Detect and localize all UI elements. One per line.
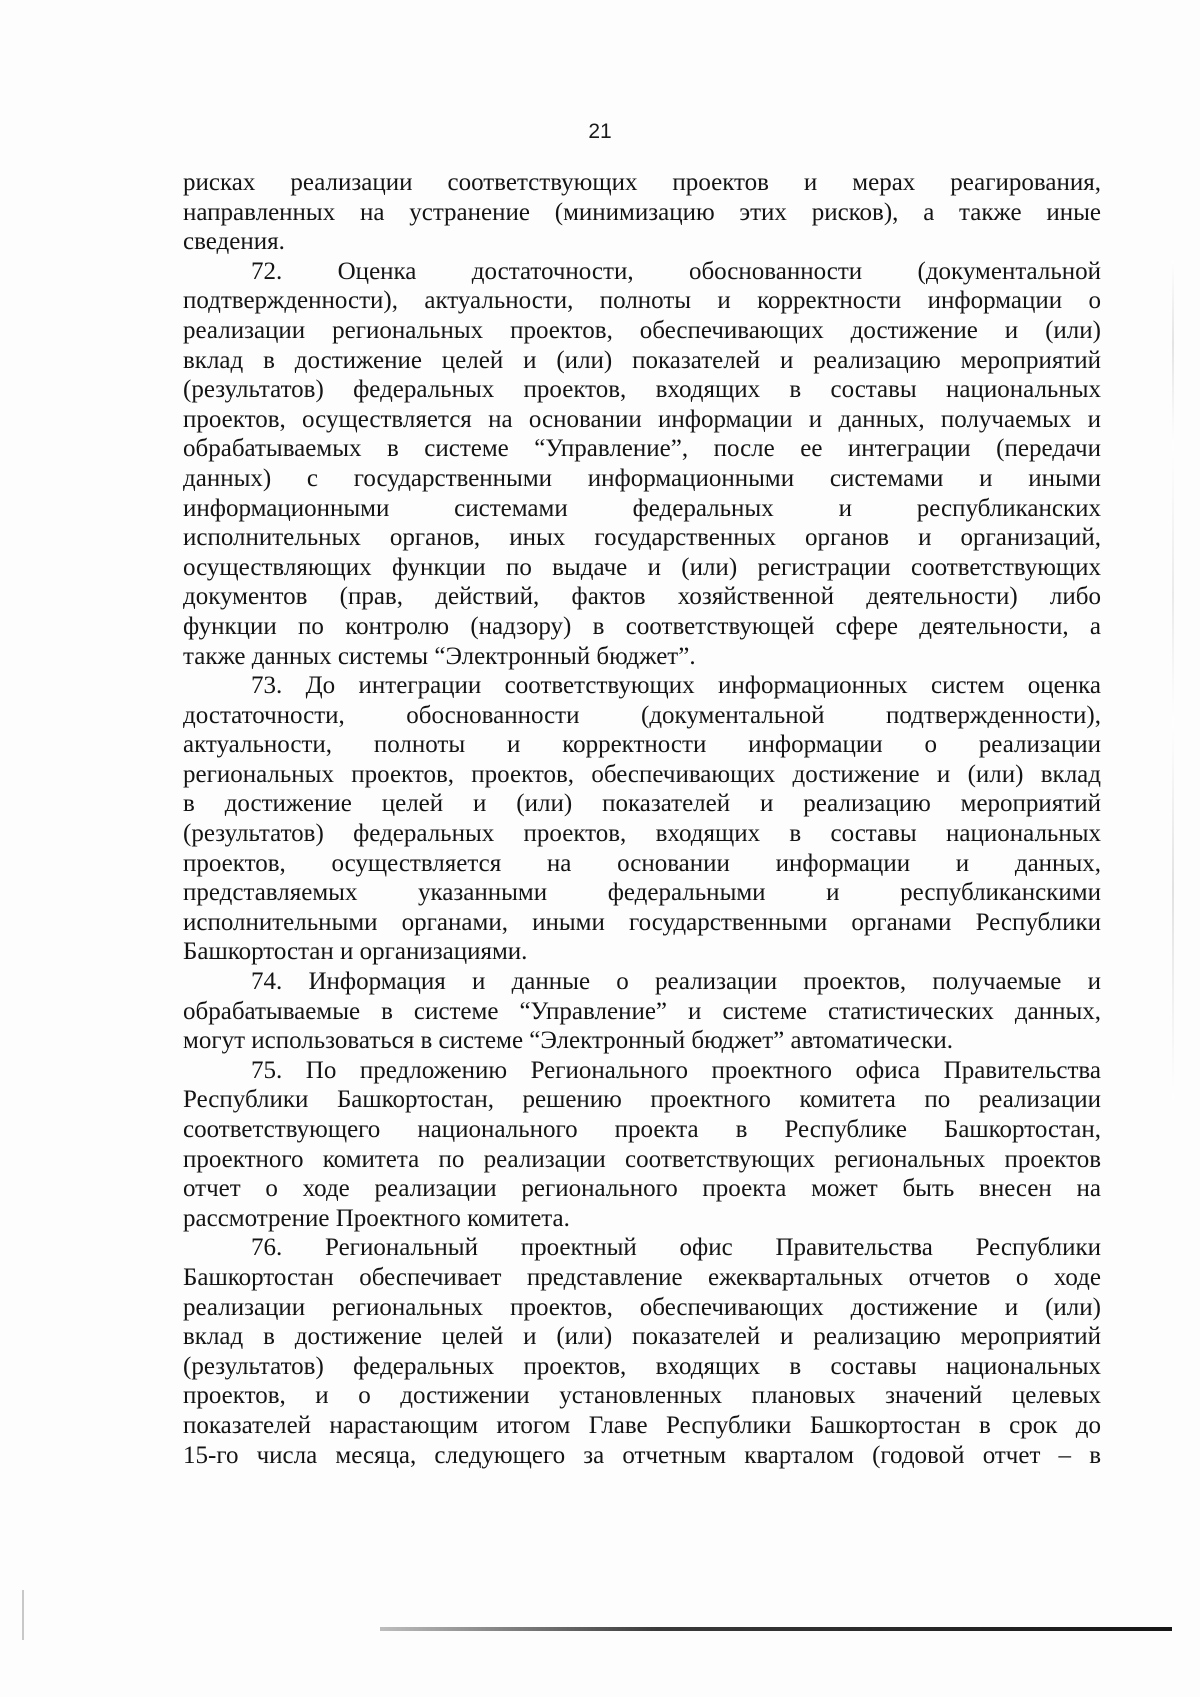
paragraph-74-start: 74. Информация и данные о реализации проектов, получаемые и <box>251 968 1101 996</box>
text-line: реализации региональных проектов, обеспечивающих достижение и (или) <box>183 1293 1101 1321</box>
text-line: подтвержденности), актуальности, полноты и корректности информации о <box>183 287 1101 315</box>
paragraph-73-start: 73. До интеграции соответствующих информационных систем оценка <box>251 672 1101 700</box>
text-line: обрабатываемые в системе “Управление” и системе статистических данных, <box>183 997 1101 1025</box>
text-line: рисках реализации соответствующих проектов и мерах реагирования, <box>183 169 1101 196</box>
text-line: проектного комитета по реализации соответствующих региональных проектов <box>183 1145 1101 1173</box>
scan-artifact-bar <box>380 1627 1172 1631</box>
text-line: функции по контролю (надзору) в соответствующей сфере деятельности, а <box>183 612 1101 640</box>
text-line: могут использоваться в системе “Электронный бюджет” автоматически. <box>183 1027 953 1055</box>
text-line: (результатов) федеральных проектов, входящих в составы национальных <box>183 820 1101 848</box>
text-line: отчет о ходе реализации регионального проекта может быть внесен на <box>183 1175 1101 1203</box>
paragraph-76-start: 76. Региональный проектный офис Правительства Республики <box>251 1234 1101 1262</box>
text-line: (результатов) федеральных проектов, входящих в составы национальных <box>183 1352 1101 1380</box>
scan-artifact-line <box>1172 260 1174 1100</box>
text-line: соответствующего национального проекта в Республике Башкортостан, <box>183 1116 1101 1143</box>
page-number: 21 <box>588 120 612 143</box>
text-line: Башкортостан обеспечивает представление ежеквартальных отчетов о ходе <box>183 1263 1101 1291</box>
text-line: представляемых указанными федеральными и республиканскими <box>183 879 1101 907</box>
text-line: исполнительных органов, иных государственных органов и организаций, <box>183 524 1101 552</box>
text-line: Республики Башкортостан, решению проектного комитета по реализации <box>183 1086 1101 1114</box>
text-line: 15-го числа месяца, следующего за отчетным кварталом (годовой отчет – в <box>183 1441 1101 1469</box>
body-text <box>183 168 1101 1470</box>
text-line: обрабатываемых в системе “Управление”, после ее интеграции (передачи <box>183 435 1101 463</box>
text-line: Башкортостан и организациями. <box>183 938 528 966</box>
text-line: исполнительными органами, иными государственными органами Республики <box>183 908 1101 936</box>
text-line: рассмотрение Проектного комитета. <box>183 1204 570 1232</box>
paragraph-75-start: 75. По предложению Регионального проектного офиса Правительства <box>251 1056 1101 1084</box>
text-line: данных) с государственными информационными системами и иными <box>183 464 1101 492</box>
text-line: вклад в достижение целей и (или) показателей и реализацию мероприятий <box>183 1323 1101 1351</box>
scan-artifact-line <box>22 1590 24 1640</box>
text-line: направленных на устранение (минимизацию этих рисков), а также иные <box>183 198 1101 226</box>
paragraph-72-start: 72. Оценка достаточности, обоснованности (документальной <box>251 257 1101 285</box>
text-line: проектов, и о достижении установленных плановых значений целевых <box>183 1382 1101 1410</box>
text-line: осуществляющих функции по выдаче и (или) регистрации соответствующих <box>183 553 1101 581</box>
text-line: также данных системы “Электронный бюджет”. <box>183 642 696 670</box>
text-line: показателей нарастающим итогом Главе Республики Башкортостан в срок до <box>183 1411 1101 1439</box>
text-line: актуальности, полноты и корректности информации о реализации <box>183 731 1101 759</box>
text-line: в достижение целей и (или) показателей и реализацию мероприятий <box>183 790 1101 818</box>
text-line: информационными системами федеральных и республиканских <box>183 494 1101 522</box>
text-line: сведения. <box>183 228 285 256</box>
text-line: проектов, осуществляется на основании информации и данных, получаемых и <box>183 405 1101 433</box>
text-line: (результатов) федеральных проектов, входящих в составы национальных <box>183 376 1101 404</box>
text-line: достаточности, обоснованности (документальной подтвержденности), <box>183 701 1101 729</box>
text-line: вклад в достижение целей и (или) показателей и реализацию мероприятий <box>183 346 1101 374</box>
text-line: документов (прав, действий, фактов хозяйственной деятельности) либо <box>183 583 1101 611</box>
text-line: проектов, осуществляется на основании информации и данных, <box>183 849 1101 877</box>
text-line: региональных проектов, проектов, обеспечивающих достижение и (или) вклад <box>183 760 1101 788</box>
text-line: реализации региональных проектов, обеспечивающих достижение и (или) <box>183 316 1101 344</box>
